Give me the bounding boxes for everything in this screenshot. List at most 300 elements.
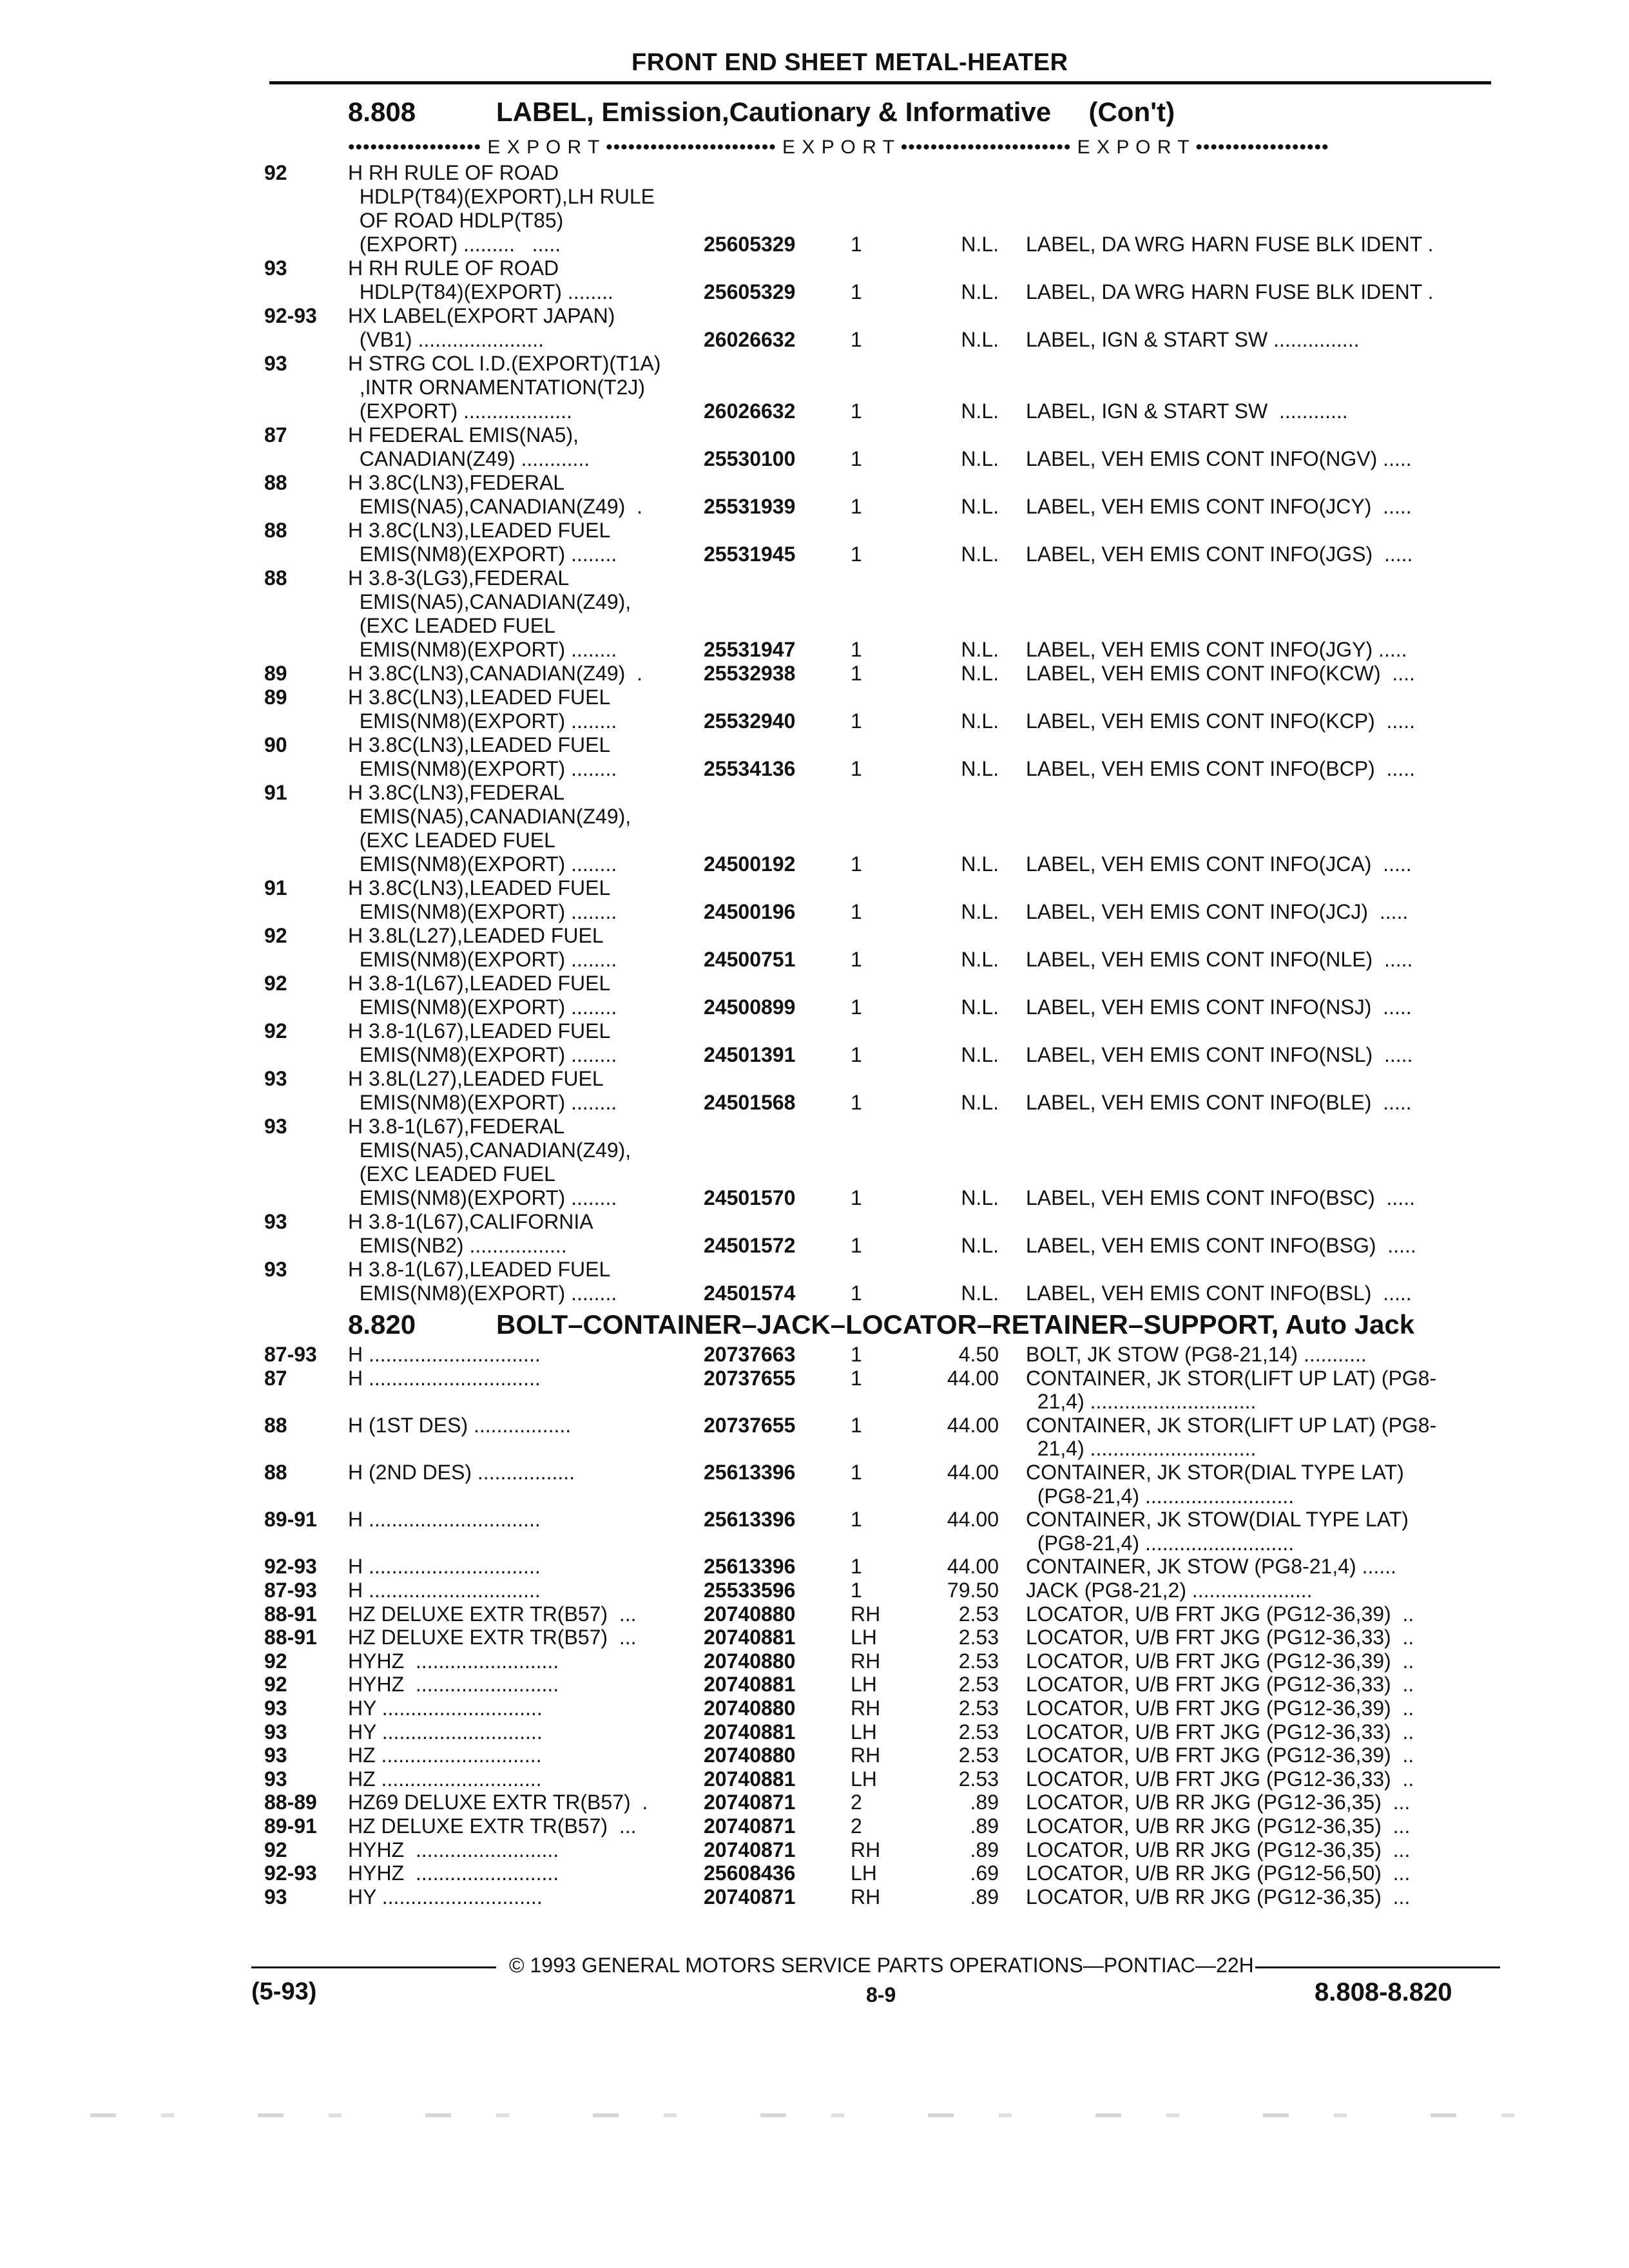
part-number: 24501391: [704, 1043, 796, 1066]
part-name: LABEL, VEH EMIS CONT INFO(BSC) .....: [1026, 1186, 1415, 1209]
description: HZ DELUXE EXTR TR(B57) ...: [348, 1602, 637, 1626]
description: HYHZ .........................: [348, 1838, 559, 1861]
part-number: 24501568: [704, 1091, 796, 1114]
part-name: LOCATOR, U/B FRT JKG (PG12-36,39) ..: [1026, 1696, 1414, 1720]
description: CANADIAN(Z49) ............: [348, 447, 590, 470]
price: .69: [970, 1861, 999, 1885]
price: N.L.: [961, 495, 999, 518]
price: N.L.: [961, 1091, 999, 1114]
table-row: [264, 1649, 1495, 1673]
part-name: (PG8-21,4) ..........................: [1026, 1484, 1295, 1508]
part-name: 21,4) .............................: [1026, 1437, 1257, 1461]
table-row: [264, 686, 1495, 709]
part-name: LOCATOR, U/B FRT JKG (PG12-36,39) ..: [1026, 1602, 1414, 1626]
part-name: LABEL, VEH EMIS CONT INFO(JCJ) .....: [1026, 900, 1409, 923]
model-year: 90: [264, 733, 287, 756]
part-number: 25534136: [704, 757, 796, 780]
footer-page-number: 8-9: [866, 1983, 896, 2006]
quantity: 1: [851, 1579, 862, 1602]
price: N.L.: [961, 1234, 999, 1257]
part-name: LABEL, VEH EMIS CONT INFO(BSG) .....: [1026, 1234, 1416, 1257]
part-number: 25613396: [704, 1555, 796, 1579]
price: 2.53: [958, 1744, 999, 1767]
table-row: [264, 1532, 1495, 1555]
part-name: LABEL, VEH EMIS CONT INFO(KCP) .....: [1026, 709, 1415, 733]
model-year: 87: [264, 1366, 287, 1390]
description: H 3.8-1(L67),LEADED FUEL: [348, 1019, 611, 1043]
price: N.L.: [961, 638, 999, 661]
description: H 3.8C(LN3),FEDERAL: [348, 471, 565, 494]
price: 2.53: [958, 1767, 999, 1791]
model-year: 91: [264, 781, 287, 804]
part-name: LABEL, VEH EMIS CONT INFO(JGY) .....: [1026, 638, 1407, 661]
description: EMIS(NA5),CANADIAN(Z49) .: [348, 495, 642, 518]
quantity: 1: [851, 1186, 862, 1209]
quantity: 1: [851, 995, 862, 1019]
description: HYHZ .........................: [348, 1861, 559, 1885]
page-title: FRONT END SHEET METAL-HEATER: [631, 49, 1068, 76]
table-row: [264, 495, 1495, 519]
table-row: [264, 1485, 1495, 1508]
description: HZ ............................: [348, 1767, 542, 1791]
model-year: 93: [264, 256, 287, 280]
model-year: 89: [264, 662, 287, 685]
part-number: 20740881: [704, 1626, 796, 1649]
part-number: 20737655: [704, 1366, 796, 1390]
model-year: 88-91: [264, 1626, 317, 1649]
part-number: 25613396: [704, 1461, 796, 1484]
part-number: 20737663: [704, 1343, 796, 1366]
quantity: 1: [851, 757, 862, 780]
part-name: CONTAINER, JK STOW (PG8-21,4) ......: [1026, 1555, 1396, 1579]
description: EMIS(NM8)(EXPORT) ........: [348, 709, 617, 733]
table-row: [264, 948, 1495, 972]
description: H 3.8-1(L67),CALIFORNIA: [348, 1210, 593, 1233]
price: N.L.: [961, 757, 999, 780]
part-number: 25605329: [704, 233, 796, 256]
quantity: 1: [851, 328, 862, 351]
part-name: LOCATOR, U/B RR JKG (PG12-36,35) ...: [1026, 1814, 1411, 1838]
title-rule: [269, 81, 1491, 84]
description: HY ............................: [348, 1720, 543, 1744]
description: H ..............................: [348, 1555, 541, 1579]
quantity: 1: [851, 1413, 862, 1437]
part-number: 20740871: [704, 1885, 796, 1908]
model-year: 87: [264, 423, 287, 447]
description: H 3.8L(L27),LEADED FUEL: [348, 1067, 604, 1090]
description: EMIS(NM8)(EXPORT) ........: [348, 757, 617, 780]
part-number: 25533596: [704, 1579, 796, 1602]
description: HX LABEL(EXPORT JAPAN): [348, 304, 615, 327]
description: HYHZ .........................: [348, 1649, 559, 1673]
part-number: 25532938: [704, 662, 796, 685]
price: 44.00: [947, 1555, 999, 1579]
part-number: 24501574: [704, 1282, 796, 1305]
quantity: 1: [851, 709, 862, 733]
part-name: LABEL, VEH EMIS CONT INFO(JCY) .....: [1026, 495, 1412, 518]
part-number: 20740881: [704, 1673, 796, 1696]
part-name: LABEL, VEH EMIS CONT INFO(NLE) .....: [1026, 948, 1413, 971]
part-number: 25605329: [704, 280, 796, 303]
table-row: [264, 1767, 1495, 1791]
footer-rule-right: [1255, 1966, 1500, 1968]
description: H ..............................: [348, 1508, 541, 1532]
table-row: [264, 1258, 1495, 1282]
description: H FEDERAL EMIS(NA5),: [348, 423, 579, 447]
description: (EXC LEADED FUEL: [348, 829, 555, 852]
part-number: 25531947: [704, 638, 796, 661]
description: H 3.8C(LN3),LEADED FUEL: [348, 519, 611, 542]
description: HDLP(T84)(EXPORT) ........: [348, 280, 613, 303]
part-name: LABEL, IGN & START SW ...............: [1026, 328, 1360, 351]
description: HZ69 DELUXE EXTR TR(B57) .: [348, 1791, 648, 1814]
description: EMIS(NM8)(EXPORT) ........: [348, 1282, 617, 1305]
description: H 3.8C(LN3),FEDERAL: [348, 781, 565, 804]
price: 2.53: [958, 1649, 999, 1673]
description: H 3.8C(LN3),LEADED FUEL: [348, 686, 611, 709]
table-row: [264, 1043, 1495, 1067]
export-banner: •••••••••••••••••• E X P O R T ••••••••••••••••••••••• E X P O R T ••••••••••••••••••••••• E X P O R T ••••••••••••••••••: [348, 137, 1329, 158]
table-row: [264, 233, 1495, 256]
part-number: 25532940: [704, 709, 796, 733]
part-name: LOCATOR, U/B RR JKG (PG12-36,35) ...: [1026, 1885, 1411, 1908]
table-row: [264, 471, 1495, 495]
part-name: LABEL, VEH EMIS CONT INFO(BLE) .....: [1026, 1091, 1412, 1114]
table-row: [264, 1626, 1495, 1649]
part-number: 20740880: [704, 1696, 796, 1720]
part-number: 25530100: [704, 447, 796, 470]
model-year: 92-93: [264, 1555, 317, 1579]
price: 2.53: [958, 1673, 999, 1696]
footer-section-range: 8.808-8.820: [1315, 1978, 1452, 2006]
part-number: 25613396: [704, 1508, 796, 1532]
table-row: [264, 1861, 1495, 1885]
description: H ..............................: [348, 1366, 541, 1390]
quantity: 1: [851, 495, 862, 518]
description: HZ DELUXE EXTR TR(B57) ...: [348, 1814, 637, 1838]
part-number: 24500196: [704, 900, 796, 923]
price: N.L.: [961, 995, 999, 1019]
price: N.L.: [961, 543, 999, 566]
price: .89: [970, 1885, 999, 1908]
part-name: LABEL, VEH EMIS CONT INFO(NSL) .....: [1026, 1043, 1413, 1066]
quantity: 1: [851, 280, 862, 303]
model-year: 93: [264, 1115, 287, 1138]
description: HYHZ .........................: [348, 1673, 559, 1696]
description: H 3.8-1(L67),LEADED FUEL: [348, 1258, 611, 1281]
part-name: 21,4) .............................: [1026, 1390, 1257, 1414]
price: 2.53: [958, 1626, 999, 1649]
price: N.L.: [961, 948, 999, 971]
table-row: [264, 543, 1495, 566]
part-name: LOCATOR, U/B FRT JKG (PG12-36,39) ..: [1026, 1744, 1414, 1767]
footer-rule-left: [251, 1966, 496, 1968]
price: N.L.: [961, 328, 999, 351]
model-year: 88-91: [264, 1602, 317, 1626]
section-title: LABEL, Emission,Cautionary & Informative (Con't): [496, 97, 1175, 127]
part-name: BOLT, JK STOW (PG8-21,14) ...........: [1026, 1343, 1367, 1366]
model-year: 91: [264, 876, 287, 899]
part-number: 24500899: [704, 995, 796, 1019]
price: 2.53: [958, 1696, 999, 1720]
part-name: LABEL, DA WRG HARN FUSE BLK IDENT .: [1026, 233, 1434, 256]
description: EMIS(NA5),CANADIAN(Z49),: [348, 805, 631, 828]
part-number: 26026632: [704, 328, 796, 351]
quantity: 1: [851, 543, 862, 566]
description: HDLP(T84)(EXPORT),LH RULE: [348, 185, 655, 208]
model-year: 89: [264, 686, 287, 709]
quantity: 2: [851, 1791, 862, 1814]
part-name: LABEL, VEH EMIS CONT INFO(BSL) .....: [1026, 1282, 1412, 1305]
part-number: 25608436: [704, 1861, 796, 1885]
scan-speckles: [90, 2113, 1585, 2117]
part-name: LOCATOR, U/B RR JKG (PG12-36,35) ...: [1026, 1838, 1411, 1861]
part-number: 20740871: [704, 1791, 796, 1814]
model-year: 88-89: [264, 1791, 317, 1814]
part-name: LOCATOR, U/B FRT JKG (PG12-36,33) ..: [1026, 1767, 1414, 1791]
quantity: 1: [851, 447, 862, 470]
description: H 3.8C(LN3),LEADED FUEL: [348, 733, 611, 756]
description: H 3.8-1(L67),LEADED FUEL: [348, 972, 611, 995]
part-number: 24501570: [704, 1186, 796, 1209]
part-name: LABEL, VEH EMIS CONT INFO(NSJ) .....: [1026, 995, 1412, 1019]
description: EMIS(NM8)(EXPORT) ........: [348, 1186, 617, 1209]
quantity: 1: [851, 1555, 862, 1579]
price: N.L.: [961, 1043, 999, 1066]
price: N.L.: [961, 280, 999, 303]
model-year: 88: [264, 519, 287, 542]
quantity: RH: [851, 1744, 881, 1767]
description: HY ............................: [348, 1885, 543, 1908]
part-name: LOCATOR, U/B FRT JKG (PG12-36,39) ..: [1026, 1649, 1414, 1673]
quantity: 1: [851, 1508, 862, 1532]
price: N.L.: [961, 399, 999, 423]
model-year: 88: [264, 1413, 287, 1437]
price: .89: [970, 1838, 999, 1861]
table-row: [264, 829, 1495, 852]
description: EMIS(NM8)(EXPORT) ........: [348, 948, 617, 971]
table-row: [264, 1791, 1495, 1814]
model-year: 93: [264, 1885, 287, 1908]
table-row: [264, 519, 1495, 543]
price: N.L.: [961, 662, 999, 685]
model-year: 92: [264, 1649, 287, 1673]
quantity: 2: [851, 1814, 862, 1838]
table-row: [264, 972, 1495, 995]
table-row: [264, 1390, 1495, 1414]
model-year: 88: [264, 1461, 287, 1484]
part-number: 26026632: [704, 399, 796, 423]
table-row: [264, 1414, 1495, 1437]
part-name: LABEL, VEH EMIS CONT INFO(JCA) .....: [1026, 852, 1412, 876]
price: 2.53: [958, 1602, 999, 1626]
table-row: [264, 1367, 1495, 1390]
part-number: 20737655: [704, 1413, 796, 1437]
part-name: LABEL, IGN & START SW ............: [1026, 399, 1348, 423]
part-name: LABEL, VEH EMIS CONT INFO(KCW) ....: [1026, 662, 1415, 685]
quantity: 1: [851, 1343, 862, 1366]
model-year: 92: [264, 1019, 287, 1043]
part-name: CONTAINER, JK STOW(DIAL TYPE LAT): [1026, 1508, 1409, 1532]
table-row: [264, 1696, 1495, 1720]
quantity: LH: [851, 1767, 877, 1791]
model-year: 93: [264, 1720, 287, 1744]
description: (EXPORT) ......... .....: [348, 233, 561, 256]
description: H 3.8C(LN3),CANADIAN(Z49) .: [348, 662, 642, 685]
part-name: JACK (PG8-21,2) .....................: [1026, 1579, 1313, 1602]
model-year: 92: [264, 924, 287, 947]
price: 4.50: [958, 1343, 999, 1366]
table-row: [264, 1437, 1495, 1461]
price: N.L.: [961, 447, 999, 470]
table-row: [264, 995, 1495, 1019]
price: 44.00: [947, 1366, 999, 1390]
part-name: CONTAINER, JK STOR(LIFT UP LAT) (PG8-: [1026, 1366, 1437, 1390]
table-row: [264, 1579, 1495, 1602]
table-row: [264, 1343, 1495, 1367]
table-row: [264, 757, 1495, 781]
table-row: [264, 662, 1495, 686]
table-row: [264, 209, 1495, 233]
part-name: LOCATOR, U/B FRT JKG (PG12-36,33) ..: [1026, 1673, 1414, 1696]
price: N.L.: [961, 1282, 999, 1305]
table-row: [264, 1234, 1495, 1258]
quantity: RH: [851, 1602, 881, 1626]
table-row: [264, 1162, 1495, 1186]
table-row: [264, 614, 1495, 638]
price: N.L.: [961, 709, 999, 733]
description: HZ ............................: [348, 1744, 542, 1767]
part-name: CONTAINER, JK STOR(LIFT UP LAT) (PG8-: [1026, 1413, 1437, 1437]
price: 79.50: [947, 1579, 999, 1602]
quantity: 1: [851, 1282, 862, 1305]
table-row: [264, 161, 1495, 185]
quantity: 1: [851, 1091, 862, 1114]
price: N.L.: [961, 852, 999, 876]
part-number: 24501572: [704, 1234, 796, 1257]
description: EMIS(NB2) .................: [348, 1234, 567, 1257]
footer-date: (5-93): [251, 1978, 317, 2005]
table-row: [264, 1508, 1495, 1532]
description: H RH RULE OF ROAD: [348, 161, 559, 184]
table-row: [264, 1673, 1495, 1696]
description: EMIS(NM8)(EXPORT) ........: [348, 1043, 617, 1066]
section-heading-8808: [348, 97, 1175, 128]
part-name: LOCATOR, U/B RR JKG (PG12-56,50) ...: [1026, 1861, 1411, 1885]
description: H 3.8L(L27),LEADED FUEL: [348, 924, 604, 947]
model-year: 93: [264, 1258, 287, 1281]
model-year: 92: [264, 1673, 287, 1696]
table-row: [264, 590, 1495, 614]
section-title: BOLT–CONTAINER–JACK–LOCATOR–RETAINER–SUPPORT, Auto Jack: [496, 1309, 1415, 1340]
quantity: 1: [851, 662, 862, 685]
description: H 3.8-1(L67),FEDERAL: [348, 1115, 565, 1138]
part-name: LABEL, VEH EMIS CONT INFO(BCP) .....: [1026, 757, 1415, 780]
table-row: [264, 376, 1495, 399]
description: EMIS(NM8)(EXPORT) ........: [348, 900, 617, 923]
description: H 3.8C(LN3),LEADED FUEL: [348, 876, 611, 899]
description: ,INTR ORNAMENTATION(T2J): [348, 376, 646, 399]
table-row: [264, 709, 1495, 733]
part-number: 25531939: [704, 495, 796, 518]
description: (EXPORT) ...................: [348, 399, 572, 423]
table-row: [264, 328, 1495, 352]
model-year: 92: [264, 972, 287, 995]
part-name: LABEL, DA WRG HARN FUSE BLK IDENT .: [1026, 280, 1434, 303]
table-row: [264, 1720, 1495, 1744]
model-year: 93: [264, 1696, 287, 1720]
table-row: [264, 447, 1495, 471]
quantity: 1: [851, 399, 862, 423]
price: N.L.: [961, 1186, 999, 1209]
quantity: 1: [851, 1461, 862, 1484]
model-year: 92: [264, 1838, 287, 1861]
model-year: 93: [264, 1067, 287, 1090]
description: (VB1) ......................: [348, 328, 545, 351]
quantity: 1: [851, 1234, 862, 1257]
part-number: 20740881: [704, 1720, 796, 1744]
part-number: 20740880: [704, 1744, 796, 1767]
model-year: 93: [264, 352, 287, 375]
quantity: LH: [851, 1720, 877, 1744]
part-name: CONTAINER, JK STOR(DIAL TYPE LAT): [1026, 1461, 1404, 1484]
table-row: [264, 781, 1495, 805]
model-year: 88: [264, 471, 287, 494]
table-row: [264, 352, 1495, 376]
quantity: RH: [851, 1885, 881, 1908]
part-name: LABEL, VEH EMIS CONT INFO(JGS) .....: [1026, 543, 1413, 566]
price: N.L.: [961, 900, 999, 923]
part-number: 20740871: [704, 1814, 796, 1838]
model-year: 87-93: [264, 1343, 317, 1366]
quantity: 1: [851, 852, 862, 876]
price: N.L.: [961, 233, 999, 256]
table-row: [264, 924, 1495, 948]
description: EMIS(NM8)(EXPORT) ........: [348, 995, 617, 1019]
section-number: 8.820: [348, 1309, 416, 1340]
description: (EXC LEADED FUEL: [348, 1162, 555, 1186]
table-row: [264, 1019, 1495, 1043]
table-row: [264, 1210, 1495, 1234]
quantity: 1: [851, 948, 862, 971]
description: H 3.8-3(LG3),FEDERAL: [348, 566, 570, 590]
price: 2.53: [958, 1720, 999, 1744]
price: 44.00: [947, 1461, 999, 1484]
price: .89: [970, 1814, 999, 1838]
part-name: LOCATOR, U/B FRT JKG (PG12-36,33) ..: [1026, 1626, 1414, 1649]
price: .89: [970, 1791, 999, 1814]
model-year: 93: [264, 1210, 287, 1233]
table-row: [264, 1814, 1495, 1838]
description: (EXC LEADED FUEL: [348, 614, 555, 637]
table-row: [264, 638, 1495, 662]
description: H STRG COL I.D.(EXPORT)(T1A): [348, 352, 661, 375]
section-number: 8.808: [348, 97, 416, 127]
table-row: [264, 280, 1495, 304]
description: H RH RULE OF ROAD: [348, 256, 559, 280]
part-number: 24500192: [704, 852, 796, 876]
model-year: 92: [264, 161, 287, 184]
quantity: RH: [851, 1696, 881, 1720]
table-row: [264, 1282, 1495, 1305]
price: 44.00: [947, 1508, 999, 1532]
description: EMIS(NM8)(EXPORT) ........: [348, 543, 617, 566]
table-row: [264, 423, 1495, 447]
price: 44.00: [947, 1413, 999, 1437]
table-row: [264, 852, 1495, 876]
quantity: LH: [851, 1673, 877, 1696]
description: OF ROAD HDLP(T85): [348, 209, 564, 232]
